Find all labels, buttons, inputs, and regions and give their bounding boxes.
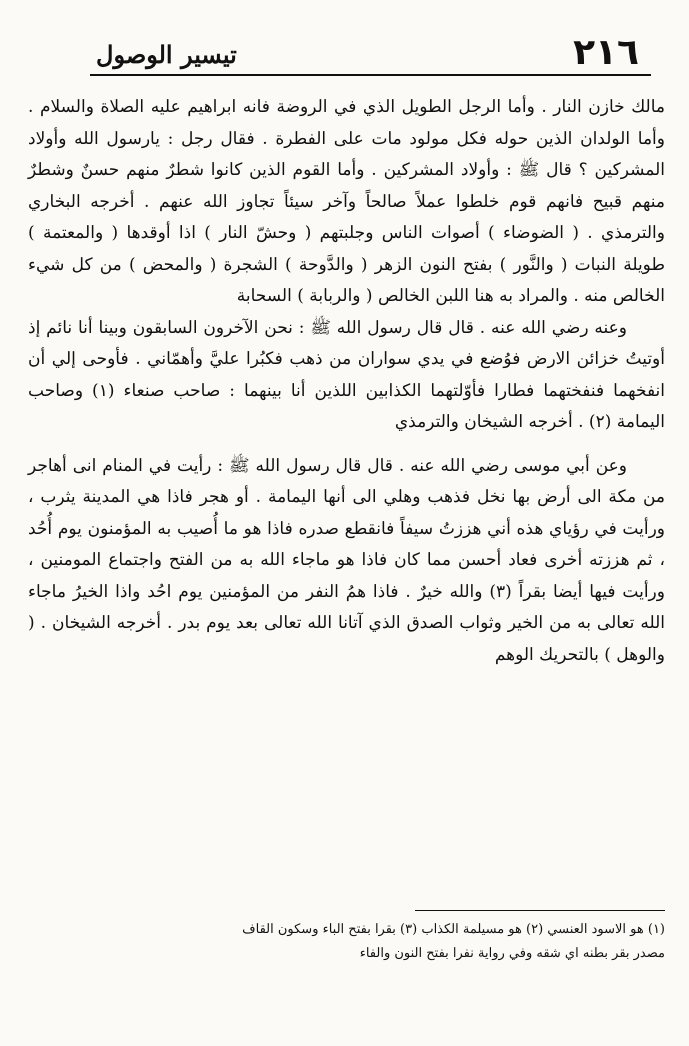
footnote-rule: [415, 910, 665, 911]
paragraph-1: مالك خازن النار . وأما الرجل الطويل الذي في الروضة فانه ابراهيم عليه الصلاة والسلام . وأما الولدان الذين حوله فكل مولود مات على الفطرة . فقال رجل : يارسول الله وأولاد المشركين ؟ قال ﷺ : وأولاد المشركين . وأما القوم الذين كانوا شطرٌ منهم حسنٌ وشطرٌ منهم قبيح فانهم قوم خلطوا عملاً صالحاً وآخر سيئاً تجاوز الله عنهم . أخرجه البخاري والترمذي . ( الضوضاء ) أصوات الناس وجلبتهم ( وحشّ النار ) اذا أوقدها ( والمعتمة ) طويلة النبات ( والنَّور ) بفتح النون الزهر ( والدَّوحة ) الشجرة ( والمحض ) من كل شيء الخالص منه . والمراد به هنا اللبن الخالص ( والربابة ) السحابة: [28, 97, 665, 306]
header-rule: [90, 74, 651, 76]
page-header: [90, 30, 651, 76]
footnote-line-2: مصدر بقر بطنه اي شقه وفي رواية نفرا بفتح النون والفاء: [359, 946, 665, 961]
main-text: [28, 92, 665, 671]
paragraph-3: وعن أبي موسى رضي الله عنه . قال قال رسول الله ﷺ : رأيت في المنام انى أهاجر من مكة الى أرض بها نخل فذهب وهلي الى أنها اليمامة . أو هجر فاذا هي المدينة يثرب ، ورأيت في رؤياي هذه أني هززتُ سيفاً فانقطع صدره فاذا هو ما أُصيب به المؤمنون يوم أُحُد ، ثم هززته أخرى فعاد أحسن مما كان فاذا هو ماجاء الله به من الفتح واجتماع المومنين ، ورأيت فيها أيضا بقراً (٣) والله خيرٌ . فاذا همُ النفر من المؤمنين يوم احُد واذا الخيرُ ماجاء الله تعالى به من الخير وثواب الصدق الذي آتانا الله تعالى بعد يوم بدر . أخرجه الشيخان . ( والوهل ) بالتحريك الوهم: [28, 455, 665, 665]
paragraph-2: وعنه رضي الله عنه . قال قال رسول الله ﷺ : نحن الآخرون السابقون وبينا أنا نائم إذ أوتيتُ خزائن الارض فوُضع في يدي سواران من ذهب فكبُرا عليَّ وأهمّاني . فأوحى إلي أن انفخهما فنفختهما فطارا فأوّلتهما الكذابين اللذين أنا بينهما : صاحب صنعاء (١) وصاحب اليمامة (٢) . أخرجه الشيخان والترمذي: [28, 317, 666, 432]
page-number: ٢١٦: [573, 32, 639, 73]
footnotes: [28, 918, 665, 966]
book-title: تيسير الوصول: [96, 40, 237, 69]
footnote-line-1: (١) هو الاسود العنسي (٢) هو مسيلمة الكذاب (٣) بقرا بفتح الباء وسكون القاف: [242, 922, 665, 937]
